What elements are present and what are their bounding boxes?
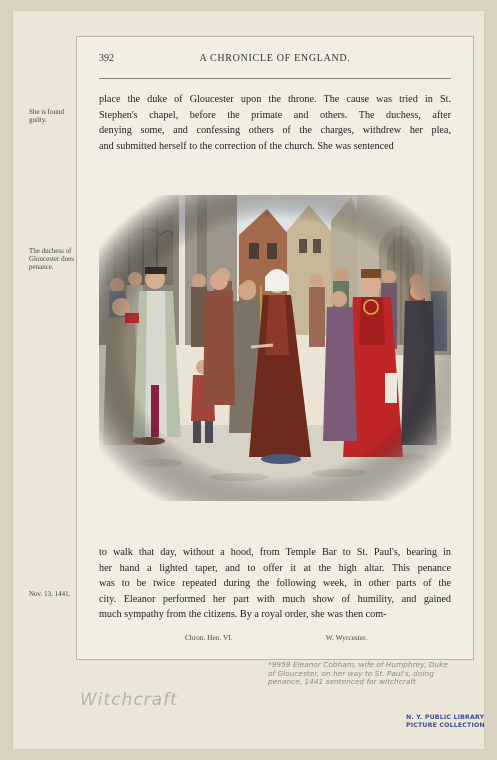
page-header bbox=[77, 53, 473, 67]
footnote-left: Chron. Hen. VI. bbox=[185, 633, 233, 642]
margin-note-guilty: She is found guilty. bbox=[29, 108, 64, 124]
text-line: Stephen's chapel, before the primate and others. The duchess, after bbox=[99, 109, 451, 121]
page-number: 392 bbox=[99, 53, 114, 64]
text-line: denying some, and confessing others of the charges, withdrew her plea, bbox=[99, 125, 451, 137]
text-line: and submitted herself to the correction of the church. She was sentenced bbox=[99, 140, 394, 152]
text-line: her hand a lighted taper, and to offer it at the high altar. This penance bbox=[99, 562, 451, 574]
body-text-top bbox=[99, 92, 451, 154]
text-line: was to be twice repeated during the following week, in other parts of the bbox=[99, 578, 451, 590]
stamp-line-2: PICTURE COLLECTION bbox=[406, 722, 485, 729]
text-line: place the duke of Gloucester upon the throne. The cause was tried in St. bbox=[99, 94, 451, 105]
penance-illustration bbox=[99, 195, 451, 501]
stamp-line-1: N. Y. PUBLIC LIBRARY bbox=[406, 714, 485, 721]
footnote-right: W. Wyrcester. bbox=[325, 633, 367, 642]
pencil-catalog-note: *9959 Eleanor Cobham, wife of Humphrey, Duke of Gloucester, on her way to St. Paul's, doing penance, 1441 sentenced for witchcraft bbox=[268, 660, 448, 687]
running-title: A CHRONICLE OF ENGLAND. bbox=[199, 53, 351, 64]
text-line: to walk that day, without a hood, from Temple Bar to St. Paul's, bearing in bbox=[99, 547, 451, 558]
source-footnotes bbox=[99, 633, 451, 645]
text-line: city. Eleanor performed her part with much show of humility, and gained bbox=[99, 593, 451, 605]
text-line: much sympathy from the citizens. By a royal order, she was then com- bbox=[99, 609, 387, 621]
body-text-bottom bbox=[99, 545, 451, 623]
header-rule bbox=[99, 78, 451, 79]
pencil-subject-annotation: Witchcraft bbox=[80, 690, 178, 710]
margin-note-date: Nov. 13, 1441. bbox=[29, 590, 71, 598]
book-page bbox=[76, 36, 474, 660]
library-stamp bbox=[406, 714, 485, 730]
margin-note-penance: The duchess of Gloucester does penance. bbox=[29, 247, 74, 271]
